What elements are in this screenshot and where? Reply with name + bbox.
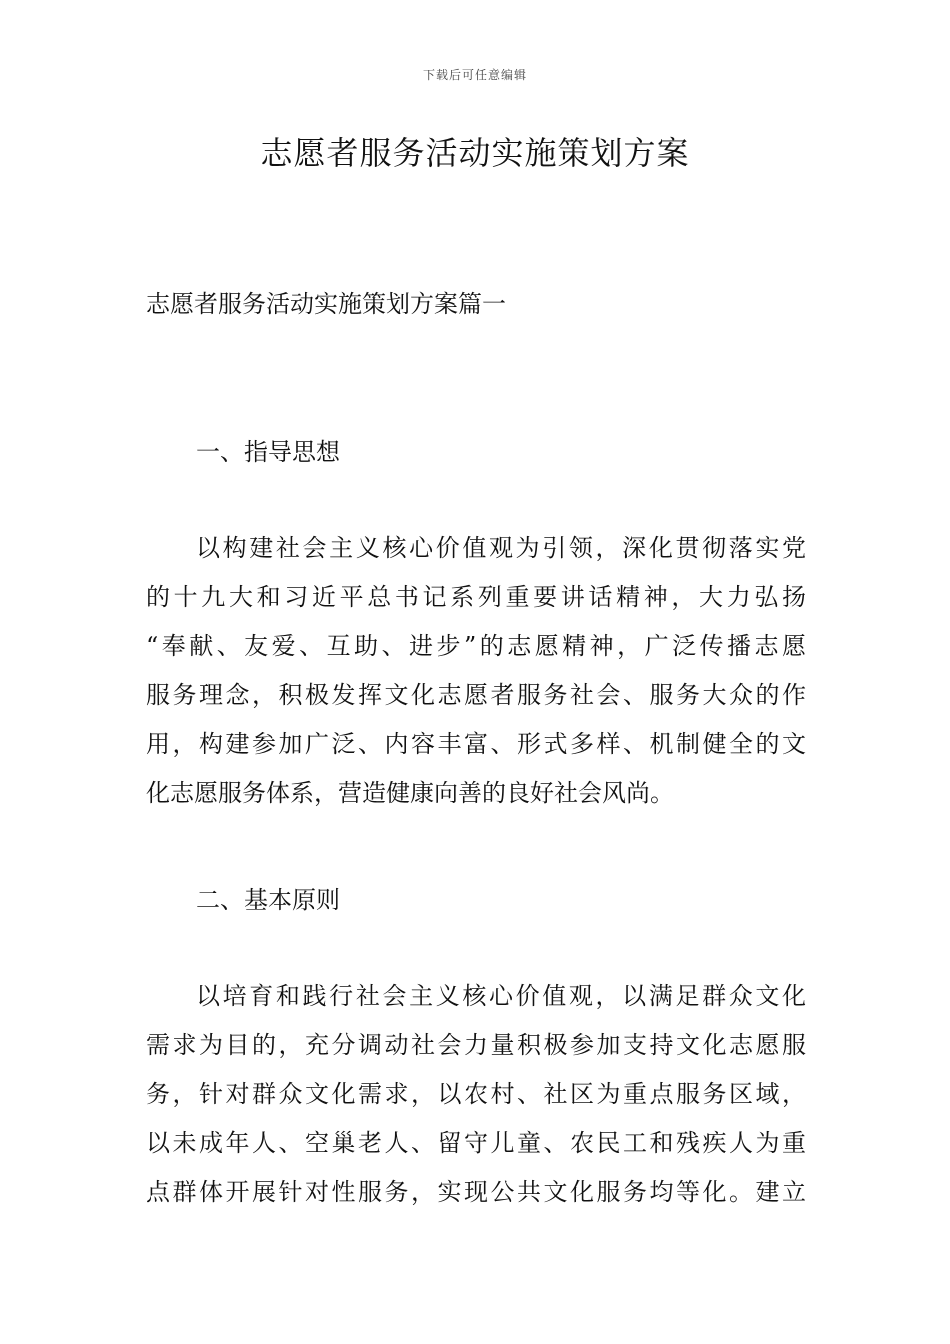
section-paragraph-guiding-ideology [146, 524, 806, 818]
document-title: 志愿者服务活动实施策划方案 [260, 134, 690, 172]
document-subtitle: 志愿者服务活动实施策划方案篇一 [146, 290, 506, 318]
paragraph-line: 务，针对群众文化需求，以农村、社区为重点服务区域， [146, 1080, 806, 1108]
paragraph-line: “奉献、友爱、互助、进步”的志愿精神，广泛传播志愿 [146, 632, 806, 660]
section-heading-basic-principles: 二、基本原则 [196, 886, 340, 914]
header-note: 下载后可任意编辑 [422, 68, 527, 82]
paragraph-line: 的十九大和习近平总书记系列重要讲话精神，大力弘扬 [146, 583, 806, 611]
paragraph-line: 以培育和践行社会主义核心价值观，以满足群众文化 [196, 982, 806, 1010]
paragraph-line: 用，构建参加广泛、内容丰富、形式多样、机制健全的文 [146, 730, 806, 758]
paragraph-line: 化志愿服务体系，营造健康向善的良好社会风尚。 [146, 779, 674, 807]
section-heading-guiding-ideology: 一、指导思想 [196, 438, 340, 466]
paragraph-line: 需求为目的，充分调动社会力量积极参加支持文化志愿服 [146, 1031, 806, 1059]
paragraph-line: 服务理念，积极发挥文化志愿者服务社会、服务大众的作 [146, 681, 806, 709]
section-paragraph-basic-principles [146, 972, 806, 1217]
paragraph-line: 以构建社会主义核心价值观为引领，深化贯彻落实党 [196, 534, 806, 562]
paragraph-line: 点群体开展针对性服务，实现公共文化服务均等化。建立 [146, 1178, 806, 1206]
paragraph-line: 以未成年人、空巢老人、留守儿童、农民工和残疾人为重 [146, 1129, 806, 1157]
